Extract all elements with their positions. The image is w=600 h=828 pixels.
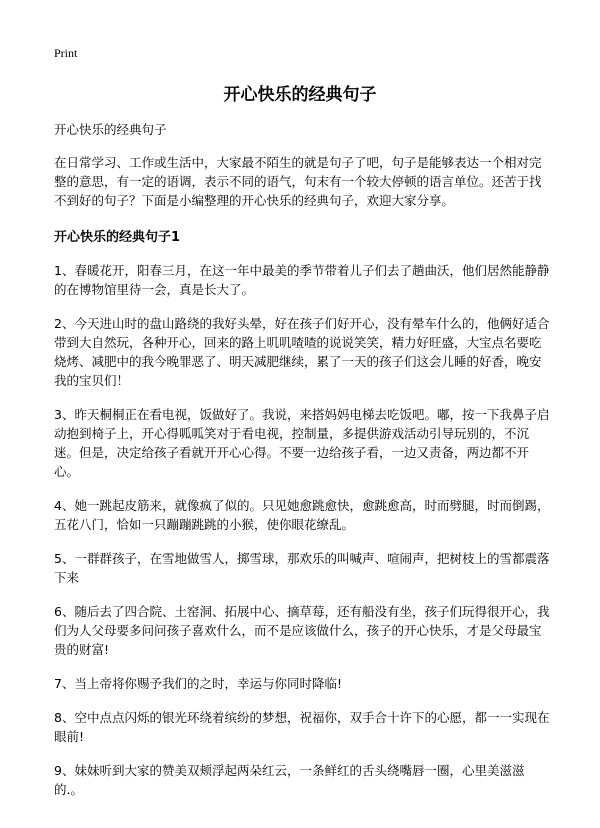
page-title: 开心快乐的经典句子: [223, 85, 377, 105]
article-subtitle: 开心快乐的经典句子: [54, 122, 167, 137]
list-item: 5、一群群孩子，在雪地做雪人，掷雪球，那欢乐的叫喊声、喧闹声，把树枝上的雪都震落下来: [54, 551, 550, 585]
list-item: 8、空中点点闪烁的银光环绕着缤纷的梦想，祝福你，双手合十许下的心愿，都一一实现在眼前!: [54, 710, 550, 744]
intro-paragraph: 在日常学习、工作或生活中，大家最不陌生的就是句子了吧，句子是能够表达一个相对完整的意思，有一定的语调，表示不同的语气，句末有一个较大停顿的语言单位。还苦于找不到好的句子？下面是小编整理的开心快乐的经典句子，欢迎大家分享。: [54, 155, 542, 208]
list-item: 1、春暖花开，阳春三月，在这一年中最美的季节带着儿子们去了趟曲沃，他们居然能静静的在博物馆里待一会，真是长大了。: [54, 263, 550, 297]
article-body: [54, 120, 550, 814]
list-item: 7、当上帝将你赐予我们的之时，幸运与你同时降临!: [54, 676, 342, 691]
list-item: 9、妹妹听到大家的赞美双颊浮起两朵红云，一条鲜红的舌头绕嘴唇一圈，心里美滋滋的.。: [54, 763, 525, 797]
list-item: 4、她一跳起皮筋来，就像疯了似的。只见她愈跳愈快，愈跳愈高，时而劈腿，时而倒踢，五花八门，恰如一只蹦蹦跳跳的小猴，使你眼花缭乱。: [54, 498, 550, 532]
section-heading: 开心快乐的经典句子1: [54, 230, 181, 245]
list-item: 6、随后去了四合院、土窑洞、拓展中心、摘草莓，还有船没有坐，孩子们玩得很开心，我们为人父母要多问问孩子喜欢什么，而不是应该做什么，孩子的开心快乐，才是父母最宝贵的财富!: [54, 604, 550, 657]
print-label: Print: [54, 46, 78, 60]
list-item: 2、今天进山时的盘山路绕的我好头晕，好在孩子们好开心，没有晕车什么的，他俩好适合带到大自然玩，各种开心，回来的路上叽叽喳喳的说说笑笑，精力好旺盛，大宝点名要吃烧烤、减肥中的我今晚罪恶了、明天减肥继续，累了一天的孩子们这会儿睡的好香，晚安我的宝贝们！: [54, 316, 550, 388]
list-item: 3、昨天桐桐正在看电视，饭做好了。我说，来搭妈妈电梯去吃饭吧。嘟，按一下我鼻子启动抱到椅子上，开心得呱呱笑对于看电视，控制量，多提供游戏活动引导玩别的，不沉迷。但是，决定给孩子看就开开心心得。不要一边给孩子看，一边又责备，两边都不开心。: [54, 407, 550, 479]
